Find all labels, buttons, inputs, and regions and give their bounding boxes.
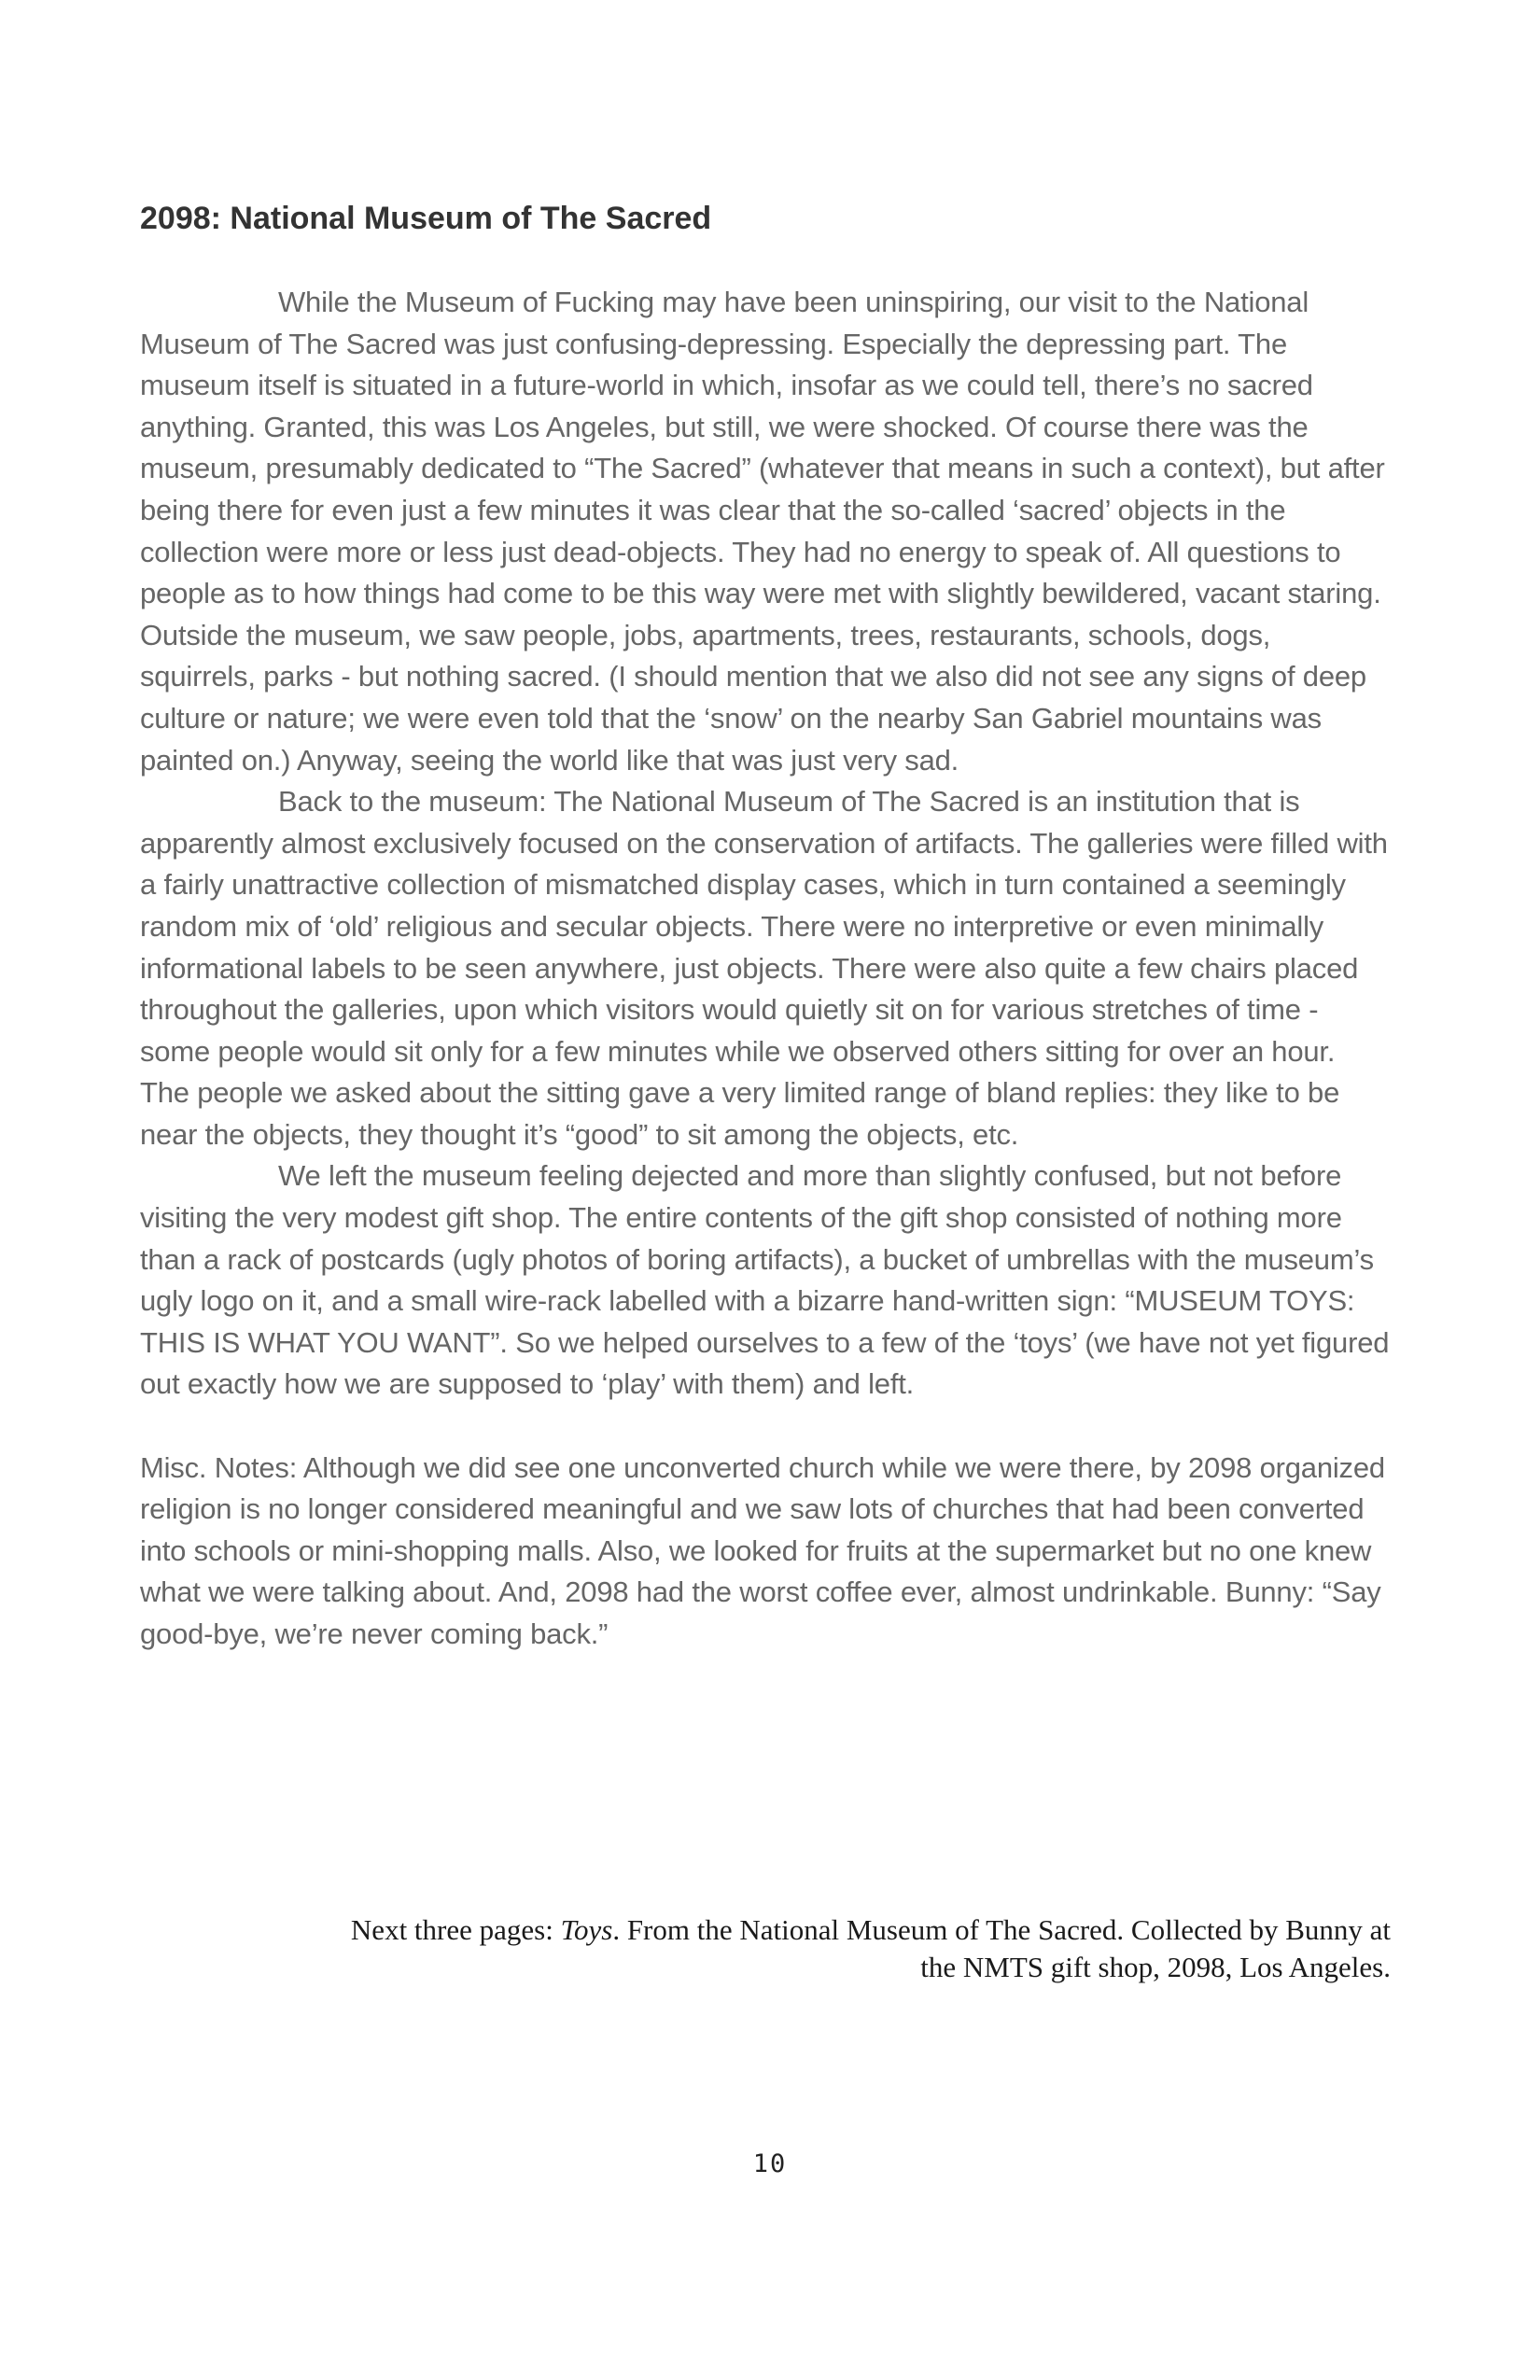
body-text bbox=[140, 282, 1391, 1656]
paragraph-2: Back to the museum: The National Museum of The Sacred is an institution that is apparently almost exclusively focused on the conservation of artifacts. The galleries were filled with a fairly unattractive collection of mismatched display cases, which in turn contained a seemingly random mix of ‘old’ religious and secular objects. There were no interpretive or even minimally informational labels to be seen anywhere, just objects. There were also quite a few chairs placed throughout the galleries, upon which visitors would quietly sit on for various stretches of time - some people would sit only for a few minutes while we observed others sitting for over an hour. The people we asked about the sitting gave a very limited range of bland replies: they like to be near the objects, they thought it’s “good” to sit among the objects, etc. bbox=[140, 785, 1388, 1151]
misc-notes: Misc. Notes: Although we did see one unconverted church while we were there, by 2098 organized religion is no longer considered meaningful and we saw lots of churches that had been converted into schools or mini-shopping malls. Also, we looked for fruits at the supermarket but no one knew what we were talking about. And, 2098 had the worst coffee ever, almost undrinkable. Bunny: “Say good-bye, we’re never coming back.” bbox=[140, 1450, 1385, 1650]
caption-rest: . From the National Museum of The Sacred. Collected by Bunny at bbox=[612, 1913, 1391, 1946]
paragraph-3: We left the museum feeling dejected and more than slightly confused, but not before visiting the very modest gift shop. The entire contents of the gift shop consisted of nothing more than a rack of postcards (ugly photos of boring artifacts), a bucket of umbrellas with the museum’s ugly logo on it, and a small wire-rack labelled with a bizarre hand-written sign: “MUSEUM TOYS: THIS IS WHAT YOU WANT”. So we helped ourselves to a few of the ‘toys’ (we have not yet figured out exactly how we are supposed to ‘play’ with them) and left. bbox=[140, 1159, 1390, 1401]
page-number: 10 bbox=[752, 2149, 788, 2178]
caption-line-2: the NMTS gift shop, 2098, Los Angeles. bbox=[920, 1951, 1391, 1983]
paragraph-1: While the Museum of Fucking may have been uninspiring, our visit to the National Museum of The Sacred was just confusing-depressing. Especially the depressing part. The museum itself is situated in a future-world in which, insofar as we could tell, there’s no sacred anything. Granted, this was Los Angeles, but still, we were shocked. Of course there was the museum, presumably dedicated to “The Sacred” (whatever that means in such a context), but after being there for even just a few minutes it was clear that the so-called ‘sacred’ objects in the collection were more or less just dead-objects. They had no energy to speak of. All questions to people as to how things had come to be this way were met with slightly bewildered, vacant staring. Outside the museum, we saw people, jobs, apartments, trees, restaurants, schools, dogs, squirrels, parks - but nothing sacred. (I should mention that we also did not see any signs of deep culture or nature; we were even told that the ‘snow’ on the nearby San Gabriel mountains was painted on.) Anyway, seeing the world like that was just very sad. bbox=[140, 286, 1385, 777]
figure-caption bbox=[140, 1911, 1391, 1986]
caption-prefix: Next three pages: bbox=[350, 1913, 561, 1946]
caption-title: Toys bbox=[560, 1913, 613, 1946]
caption-line-1 bbox=[140, 1911, 1391, 1949]
page-heading: 2098: National Museum of The Sacred bbox=[140, 201, 712, 236]
